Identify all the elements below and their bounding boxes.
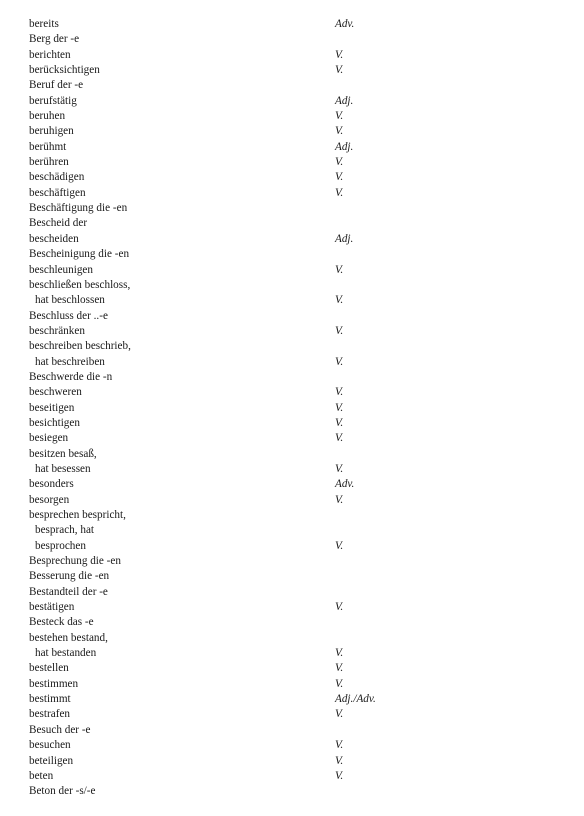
vocab-entry <box>0 109 584 124</box>
vocab-term: besichtigen <box>29 416 80 429</box>
vocab-entry <box>0 707 584 722</box>
vocab-term: besprach, hat <box>35 524 95 537</box>
vocab-term: beten <box>29 769 54 782</box>
vocab-entry <box>0 431 584 446</box>
vocab-entry <box>0 462 584 477</box>
vocab-term: beschreiben beschrieb, <box>29 340 131 353</box>
vocab-term: Bestandteil der -e <box>29 585 108 598</box>
part-of-speech: V. <box>335 48 344 61</box>
vocab-term: Besprechung die -en <box>29 555 121 568</box>
part-of-speech: V. <box>335 539 344 552</box>
part-of-speech: V. <box>335 416 344 429</box>
part-of-speech: V. <box>335 601 344 614</box>
vocab-entry <box>0 155 584 170</box>
vocab-entry <box>0 585 584 600</box>
vocab-entry <box>0 385 584 400</box>
vocab-entry <box>0 447 584 462</box>
vocab-entry <box>0 339 584 354</box>
vocab-term: berühmt <box>29 140 67 153</box>
vocab-entry <box>0 216 584 231</box>
vocab-term: bescheiden <box>29 232 79 245</box>
vocab-term: beschäftigen <box>29 186 86 199</box>
vocab-entry <box>0 201 584 216</box>
vocabulary-list <box>0 17 584 800</box>
vocab-entry <box>0 78 584 93</box>
vocab-term: berichten <box>29 48 71 61</box>
vocab-term: Beschwerde die -n <box>29 370 113 383</box>
part-of-speech: Adv. <box>335 478 355 491</box>
part-of-speech: Adj. <box>335 140 354 153</box>
vocab-entry <box>0 140 584 155</box>
vocab-term: besorgen <box>29 493 70 506</box>
part-of-speech: V. <box>335 677 344 690</box>
part-of-speech: V. <box>335 294 344 307</box>
vocab-entry <box>0 539 584 554</box>
vocab-term: Berg der -e <box>29 33 80 46</box>
vocab-entry <box>0 493 584 508</box>
vocab-term: bestätigen <box>29 601 75 614</box>
vocab-term: Besuch der -e <box>29 723 91 736</box>
part-of-speech: V. <box>335 708 344 721</box>
vocab-entry <box>0 754 584 769</box>
part-of-speech: V. <box>335 64 344 77</box>
vocab-term: besprechen bespricht, <box>29 509 126 521</box>
part-of-speech: V. <box>335 462 344 475</box>
vocab-term: beschränken <box>29 324 85 337</box>
vocab-entry <box>0 784 584 799</box>
vocab-term: berühren <box>29 156 69 169</box>
vocab-term: hat bestanden <box>35 647 97 660</box>
vocab-term: Bescheinigung die -en <box>29 248 130 261</box>
vocab-term: beruhen <box>29 110 66 123</box>
vocab-term: beruhigen <box>29 125 74 138</box>
vocab-term: bestimmen <box>29 677 79 690</box>
vocab-entry <box>0 600 584 615</box>
vocab-entry <box>0 309 584 324</box>
vocab-entry <box>0 554 584 569</box>
vocab-entry <box>0 48 584 63</box>
part-of-speech: V. <box>335 263 344 276</box>
vocab-term: beschweren <box>29 386 82 399</box>
vocab-entry <box>0 661 584 676</box>
vocab-term: bereits <box>29 18 59 30</box>
vocab-term: bestrafen <box>29 708 70 721</box>
vocab-term: besprochen <box>35 539 86 552</box>
vocab-entry <box>0 263 584 278</box>
vocab-entry <box>0 569 584 584</box>
part-of-speech: V. <box>335 386 344 399</box>
part-of-speech: V. <box>335 355 344 368</box>
vocab-term: Bescheid der <box>29 217 88 230</box>
part-of-speech: V. <box>335 739 344 752</box>
part-of-speech: V. <box>335 156 344 169</box>
vocab-term: hat beschreiben <box>35 355 105 368</box>
vocab-entry <box>0 401 584 416</box>
part-of-speech: V. <box>335 647 344 660</box>
vocab-entry <box>0 355 584 370</box>
part-of-speech: V. <box>335 493 344 506</box>
vocab-entry <box>0 769 584 784</box>
vocab-term: besuchen <box>29 739 71 752</box>
vocab-term: beschleunigen <box>29 263 93 276</box>
vocab-entry <box>0 631 584 646</box>
part-of-speech: Adj. <box>335 232 354 245</box>
vocab-term: Besserung die -en <box>29 570 110 583</box>
vocab-entry <box>0 170 584 185</box>
part-of-speech: V. <box>335 110 344 123</box>
vocab-entry <box>0 293 584 308</box>
vocab-term: Beton der -s/-e <box>29 785 96 798</box>
part-of-speech: Adv. <box>335 18 355 30</box>
vocab-term: Beschluss der ..-e <box>29 309 108 322</box>
vocab-entry <box>0 646 584 661</box>
vocab-entry <box>0 370 584 385</box>
part-of-speech: V. <box>335 186 344 199</box>
vocab-entry <box>0 278 584 293</box>
vocab-entry <box>0 247 584 262</box>
part-of-speech: Adj./Adv. <box>335 693 376 706</box>
part-of-speech: V. <box>335 662 344 675</box>
vocab-entry <box>0 32 584 47</box>
part-of-speech: V. <box>335 125 344 138</box>
vocab-term: berücksichtigen <box>29 64 100 77</box>
vocab-term: bestimmt <box>29 693 71 706</box>
part-of-speech: V. <box>335 769 344 782</box>
vocab-entry <box>0 63 584 78</box>
vocab-entry <box>0 232 584 247</box>
part-of-speech: V. <box>335 401 344 414</box>
vocab-term: Beruf der -e <box>29 79 84 92</box>
vocab-entry <box>0 615 584 630</box>
vocab-entry <box>0 677 584 692</box>
vocab-term: hat besessen <box>35 462 91 475</box>
vocab-entry <box>0 508 584 523</box>
vocab-term: beteiligen <box>29 754 74 767</box>
vocab-term: Beschäftigung die -en <box>29 202 128 215</box>
vocab-entry <box>0 17 584 32</box>
vocab-entry <box>0 186 584 201</box>
vocab-term: besitzen besaß, <box>29 447 97 460</box>
vocab-entry <box>0 738 584 753</box>
vocab-entry <box>0 523 584 538</box>
vocab-entry <box>0 324 584 339</box>
vocab-term: besonders <box>29 478 74 491</box>
vocab-entry <box>0 692 584 707</box>
vocab-term: berufstätig <box>29 94 77 107</box>
part-of-speech: Adj. <box>335 94 354 107</box>
vocab-entry <box>0 416 584 431</box>
vocab-term: beschädigen <box>29 171 85 184</box>
vocab-term: beseitigen <box>29 401 75 414</box>
vocab-entry <box>0 477 584 492</box>
part-of-speech: V. <box>335 324 344 337</box>
vocab-term: besiegen <box>29 432 69 445</box>
part-of-speech: V. <box>335 432 344 445</box>
part-of-speech: V. <box>335 754 344 767</box>
vocab-term: beschließen beschloss, <box>29 278 131 291</box>
vocab-term: Besteck das -e <box>29 616 94 629</box>
vocab-entry <box>0 94 584 109</box>
vocab-entry <box>0 124 584 139</box>
vocab-term: bestehen bestand, <box>29 631 108 644</box>
vocab-term: hat beschlossen <box>35 294 105 307</box>
vocab-term: bestellen <box>29 662 69 675</box>
part-of-speech: V. <box>335 171 344 184</box>
vocab-entry <box>0 723 584 738</box>
